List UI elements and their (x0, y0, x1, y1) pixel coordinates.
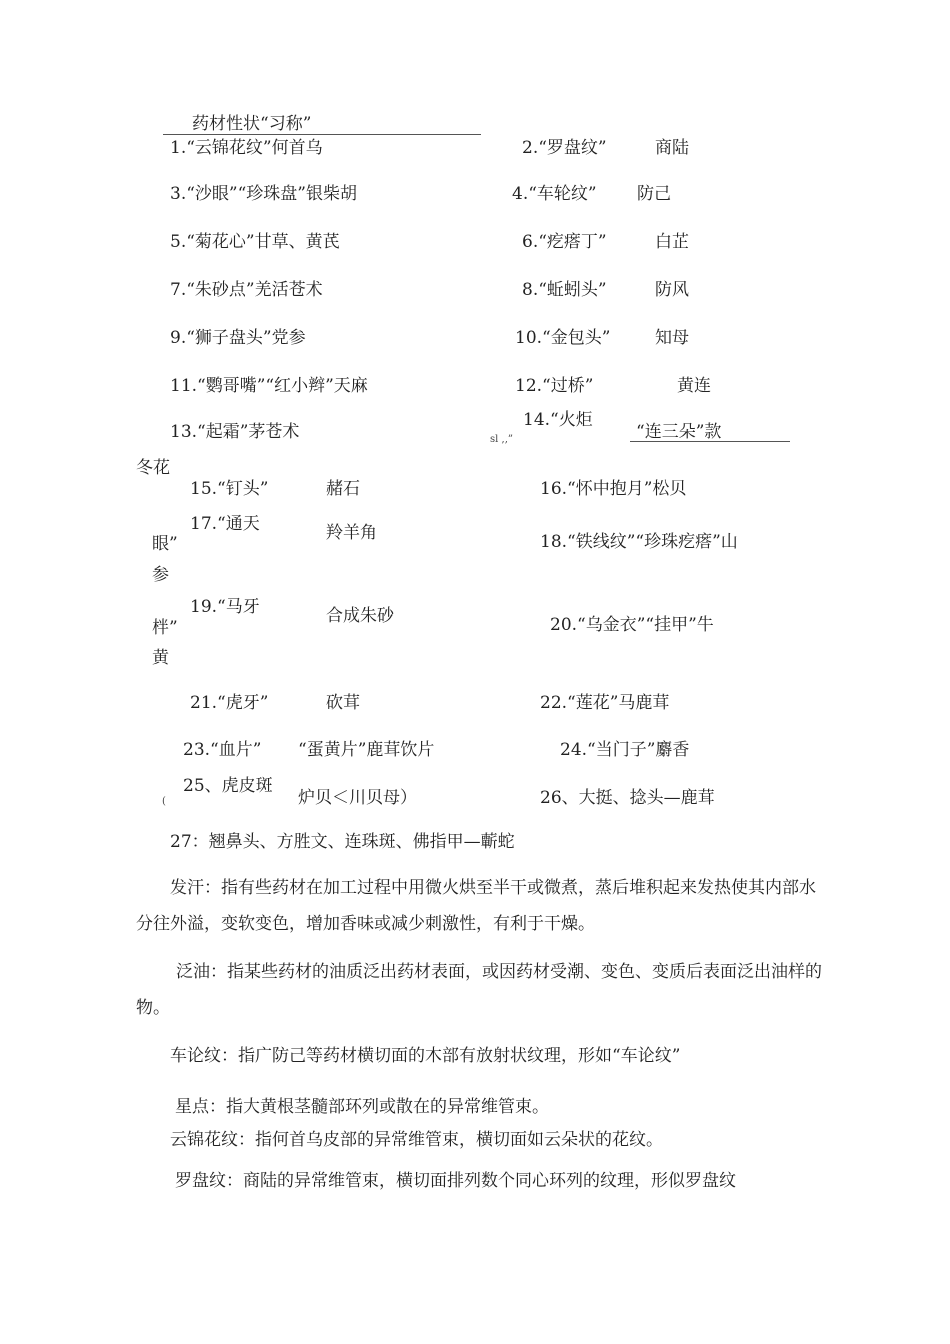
item-22: 22.“莲花”马鹿茸 (540, 693, 670, 713)
item-20: 20.“乌金衣”“挂甲”牛 (550, 615, 714, 635)
item-10-herb: 知母 (655, 328, 689, 348)
item-12-herb: 黄连 (677, 376, 711, 396)
item-6-herb: 白芷 (655, 232, 689, 252)
item-24: 24.“当门子”麝香 (560, 740, 690, 760)
item-2: 2.“罗盘纹” (522, 138, 607, 158)
item-1: 1.“云锦花纹”何首乌 (170, 138, 323, 158)
item-21-herb: 砍茸 (326, 693, 360, 713)
item-9: 9.“狮子盘头”党参 (170, 328, 306, 348)
item-18: 18.“铁线纹”“珍珠疙瘩”山 (540, 532, 738, 552)
item-23: 23.“血片” (183, 740, 262, 760)
definition-yunjinhuawen: 云锦花纹：指何首乌皮部的异常维管束，横切面如云朵状的花纹。 (170, 1130, 663, 1150)
item-17: 17.“通天 (190, 514, 260, 534)
item-12: 12.“过桥” (515, 376, 594, 396)
item-26: 26、大挺、捻头—鹿茸 (540, 788, 715, 808)
item-25-stray-mark: ( (162, 796, 166, 807)
page-heading: 药材性状“习称” (192, 114, 312, 134)
item-7: 7.“朱砂点”羌活苍术 (170, 280, 323, 300)
item-11: 11.“鹦哥嘴”“红小辫”天麻 (170, 376, 368, 396)
item-4: 4.“车轮纹” (512, 184, 597, 204)
item-25-part2: 炉贝＜川贝母） (298, 788, 417, 808)
item-21: 21.“虎牙” (190, 693, 269, 713)
item-23-herb: “蛋黄片”鹿茸饮片 (298, 740, 435, 760)
item-14-herb-cont: 冬花 (136, 458, 170, 478)
item-8-herb: 防风 (655, 280, 689, 300)
item-4-herb: 防己 (637, 184, 671, 204)
item-17-herb: 羚羊角 (326, 523, 377, 543)
heading-underline (163, 134, 481, 135)
item-10: 10.“金包头” (515, 328, 611, 348)
item-8: 8.“蚯蚓头” (522, 280, 607, 300)
item-14: 14.“火炬 (523, 410, 593, 430)
definition-chelunwen: 车论纹：指广防己等药材横切面的木部有放射状纹理，形如“车论纹” (170, 1046, 681, 1066)
item-19-herb: 合成朱砂 (326, 606, 394, 626)
item-19: 19.“马牙 (190, 597, 260, 617)
item-17-cont: 眼” (152, 534, 178, 554)
definition-xingdian: 星点：指大黄根茎髓部环列或散在的异常维管束。 (175, 1097, 549, 1117)
item-5: 5.“菊花心”甘草、黄芪 (170, 232, 340, 252)
item-2-herb: 商陆 (655, 138, 689, 158)
item-15: 15.“钉头” (190, 479, 269, 499)
item-16: 16.“怀中抱月”松贝 (540, 479, 687, 499)
item-6: 6.“疙瘩丁” (522, 232, 607, 252)
item-18-herb-cont: 参 (152, 565, 169, 585)
item-14-part2: “连三朵”款 (636, 422, 722, 442)
item-27: 27：翘鼻头、方胜文、连珠斑、佛指甲—蘄蛇 (170, 832, 515, 852)
definition-fanyou: 泛油：指某些药材的油质泛出药材表面，或因药材受潮、变色、变质后表面泛出油样的物。 (136, 962, 822, 1018)
item-25: 25、虎皮斑 (183, 776, 273, 796)
item-19-cont: 柈” (152, 618, 178, 638)
item-20-herb-cont: 黄 (152, 648, 169, 668)
item-13: 13.“起霜”茅苍术 (170, 422, 300, 442)
item-14-underline (630, 441, 790, 442)
item-14-stray-marks: sl ,,” (490, 434, 513, 445)
definition-fahan: 发汗：指有些药材在加工过程中用微火烘至半干或微煮，蒸后堆积起来发热使其内部水分往外溢，变软变色，增加香味或减少刺激性，有利于干燥。 (136, 878, 816, 934)
item-3: 3.“沙眼”“珍珠盘”银柴胡 (170, 184, 357, 204)
item-15-herb: 赭石 (326, 479, 360, 499)
definition-luopanwen: 罗盘纹：商陆的异常维管束，横切面排列数个同心环列的纹理，形似罗盘纹 (175, 1171, 736, 1191)
